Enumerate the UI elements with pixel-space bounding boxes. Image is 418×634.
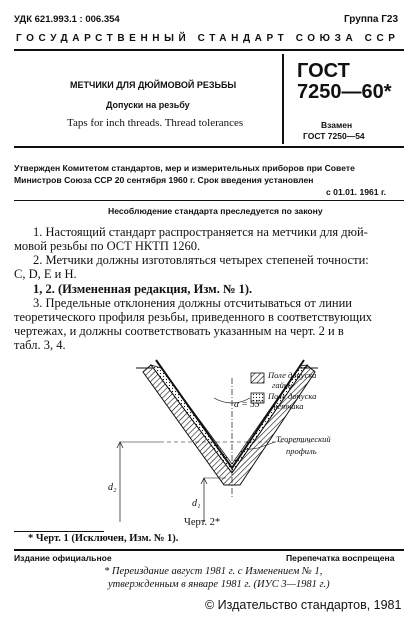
footer-rule bbox=[14, 549, 404, 551]
reissue-line-2: утвержденным в январе 1981 г. (ИУС 3—1981 г.) bbox=[108, 579, 330, 590]
gost-number: 7250—60* bbox=[297, 81, 392, 103]
theoretical-profile-label-1: Теоретический bbox=[276, 434, 331, 444]
state-standard-banner: ГОСУДАРСТВЕННЫЙ СТАНДАРТ СОЮЗА ССР bbox=[16, 33, 400, 44]
gost-label: ГОСТ bbox=[297, 60, 350, 82]
legend-tap-label-2: метчика bbox=[272, 401, 304, 411]
paragraph-3-line-3: чертежах, и должны соответствовать указанным на черт. 2 и в bbox=[14, 324, 344, 338]
document-title-english: Taps for inch threads. Thread tolerances bbox=[67, 117, 244, 129]
legend-nut-label-1: Поле допуска bbox=[268, 370, 317, 380]
d1-label: d₁ bbox=[192, 498, 201, 509]
udk-code: УДК 621.993.1 : 006.354 bbox=[14, 14, 120, 25]
copyright: © Издательство стандартов, 1981 bbox=[205, 598, 402, 612]
reissue-line-1: * Переиздание август 1981 г. с Изменением № 1, bbox=[104, 566, 323, 577]
replaces-label: Взамен bbox=[321, 120, 353, 130]
replaces-value: ГОСТ 7250—54 bbox=[303, 131, 365, 141]
legal-notice: Несоблюдение стандарта преследуется по закону bbox=[108, 206, 323, 216]
paragraph-3-line-2: теоретического профиля резьбы, приведенного в соответствующих bbox=[14, 310, 373, 324]
approval-line-2: Министров Союза ССР 20 сентября 1960 г. Срок введения установлен bbox=[14, 175, 314, 185]
edit-note-1-2: 1, 2. (Измененная редакция, Изм. № 1). bbox=[33, 282, 253, 296]
paragraph-2-line-2: С, D, E и Н. bbox=[14, 267, 77, 281]
d2-label: d₂ bbox=[108, 482, 117, 493]
approval-line-1: Утвержден Комитетом стандартов, мер и измерительных приборов при Совете bbox=[14, 163, 355, 173]
legend-nut-label-2: гайки bbox=[272, 380, 293, 390]
angle-label: α = 55° bbox=[234, 400, 264, 410]
paragraph-3-line-4: табл. 3, 4. bbox=[14, 338, 66, 352]
document-subtitle: Допуски на резьбу bbox=[106, 100, 190, 110]
legend-nut-swatch bbox=[251, 373, 264, 383]
figure-caption: Черт. 2* bbox=[184, 517, 221, 528]
group-code: Группа Г23 bbox=[344, 14, 399, 25]
theoretical-profile-label-2: профиль bbox=[286, 446, 317, 456]
legend-tap-label-1: Поле допуска bbox=[268, 391, 317, 401]
paragraph-3-line-1: 3. Предельные отклонения должны отсчитываться от линии bbox=[33, 296, 352, 310]
paragraph-1-line-1: 1. Настоящий стандарт распространяется на метчики для дюй- bbox=[33, 225, 368, 239]
footnote-ref: * Черт. 1 (Исключен, Изм. № 1). bbox=[28, 533, 179, 544]
paragraph-2-line-1: 2. Метчики должны изготовляться четырех степеней точности: bbox=[33, 253, 369, 267]
document-title: МЕТЧИКИ ДЛЯ ДЮЙМОВОЙ РЕЗЬБЫ bbox=[70, 80, 237, 90]
footnote-rule bbox=[14, 531, 104, 532]
official-edition: Издание официальное bbox=[14, 553, 112, 563]
approval-date: с 01.01. 1961 г. bbox=[326, 187, 387, 197]
reprint-prohibited: Перепечатка воспрещена bbox=[286, 553, 395, 563]
paragraph-1-line-2: мовой резьбы по ОСТ НКТП 1260. bbox=[14, 239, 201, 253]
